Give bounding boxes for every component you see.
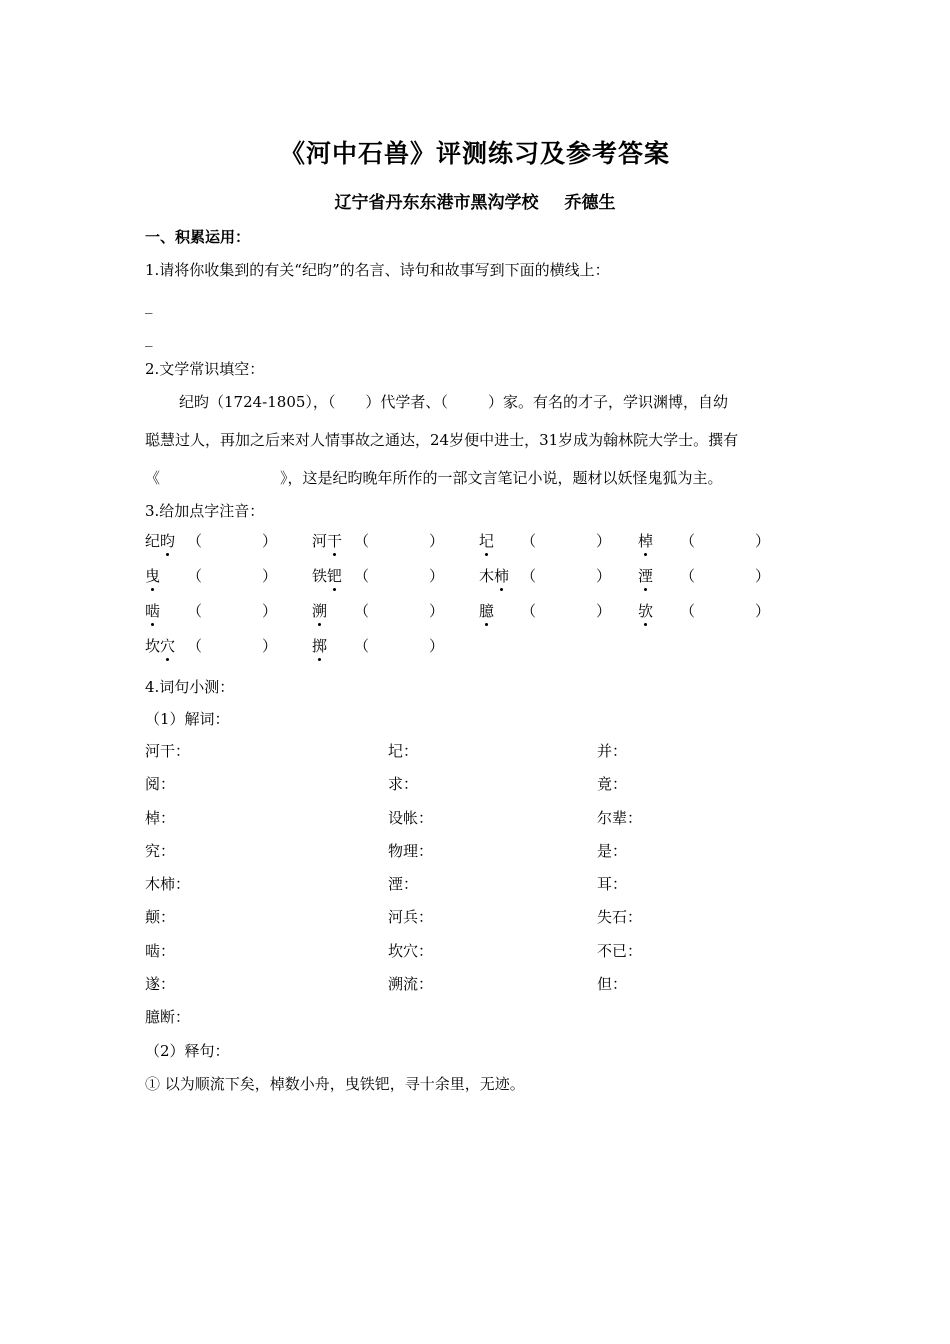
pinyin-word bbox=[145, 565, 187, 586]
paren-open: （ bbox=[187, 567, 203, 585]
pinyin-item bbox=[638, 565, 770, 586]
dotted-char: 湮 bbox=[638, 567, 654, 585]
paren-open: （ bbox=[521, 567, 537, 585]
pinyin-word bbox=[145, 635, 187, 656]
dotted-char: 欤 bbox=[638, 602, 654, 620]
vocab-term: 并： bbox=[597, 742, 628, 760]
paren-close: ） bbox=[755, 567, 771, 585]
vocab-term: 棹： bbox=[145, 808, 176, 827]
paren-close: ） bbox=[429, 532, 445, 550]
vocab-term: 物理： bbox=[388, 841, 434, 860]
author-name: 乔德生 bbox=[564, 193, 616, 213]
paren-open: （ bbox=[187, 532, 203, 550]
dotted-char: 柿 bbox=[494, 567, 510, 585]
pinyin-item bbox=[312, 530, 444, 551]
pinyin-word bbox=[479, 565, 521, 586]
author-school: 辽宁省丹东东港市黑沟学校 bbox=[334, 193, 539, 213]
sentence-1: ① 以为顺流下矣，棹数小舟，曳铁钯，寻十余里，无迹。 bbox=[145, 1075, 525, 1093]
question-2: 2.文学常识填空： bbox=[145, 360, 265, 378]
fill-text: 纪昀（1724-1805），（ bbox=[179, 393, 336, 411]
paren-open: （ bbox=[354, 637, 370, 655]
vocab-term: 阅： bbox=[145, 775, 176, 794]
vocab-term: 竟： bbox=[597, 775, 628, 794]
answer-line-2: _ bbox=[145, 329, 153, 347]
vocab-term: 失石： bbox=[597, 908, 643, 927]
pinyin-item bbox=[145, 600, 277, 621]
paren-open: （ bbox=[680, 602, 696, 620]
dotted-char: 干 bbox=[327, 532, 343, 550]
dotted-char: 溯 bbox=[312, 602, 328, 620]
paren-open: （ bbox=[680, 567, 696, 585]
vocab-term: 木柿： bbox=[145, 875, 191, 894]
fill-text: 》，这是纪昀晚年所作的一部文言笔记小说，题材以妖怪鬼狐为主。 bbox=[280, 469, 723, 487]
pinyin-word bbox=[312, 530, 354, 551]
word-char: 河 bbox=[312, 532, 328, 550]
dotted-char: 穴 bbox=[160, 637, 176, 655]
pinyin-word bbox=[638, 565, 680, 586]
document-title: 《河中石兽》评测练习及参考答案 bbox=[279, 139, 670, 168]
vocab-term: 臆断： bbox=[145, 1008, 191, 1027]
vocab-term: 但： bbox=[597, 975, 628, 994]
answer-line-1: _ bbox=[145, 296, 153, 314]
paren-close: ） bbox=[262, 532, 278, 550]
paren-close: ） bbox=[429, 637, 445, 655]
dotted-char: 臆 bbox=[479, 602, 495, 620]
pinyin-word bbox=[312, 600, 354, 621]
vocab-term: 溯流： bbox=[388, 975, 434, 994]
pinyin-word bbox=[145, 600, 187, 621]
paren-open: （ bbox=[680, 532, 696, 550]
vocab-term: 不已： bbox=[597, 941, 643, 960]
vocab-term: 是： bbox=[597, 841, 628, 860]
vocab-term: 耳： bbox=[597, 875, 628, 894]
paren-close: ） bbox=[262, 637, 278, 655]
word-char: 铁 bbox=[312, 567, 328, 585]
pinyin-item bbox=[145, 635, 277, 656]
pinyin-word bbox=[312, 635, 354, 656]
pinyin-item bbox=[638, 600, 770, 621]
paren-close: ） bbox=[596, 602, 612, 620]
dotted-char: 掷 bbox=[312, 637, 328, 655]
fill-text: ）代学者、（ bbox=[365, 393, 448, 411]
vocab-term: 河干： bbox=[145, 742, 191, 760]
paren-close: ） bbox=[755, 532, 771, 550]
paren-open: （ bbox=[521, 532, 537, 550]
fill-line-2: 聪慧过人，再加之后来对人情事故之通达，24岁便中进士，31岁成为翰林院大学士。撰有 bbox=[145, 431, 739, 449]
vocab-term: 圮： bbox=[388, 742, 419, 760]
fill-line-1 bbox=[145, 391, 805, 429]
word-char: 坎 bbox=[145, 637, 161, 655]
pinyin-word bbox=[638, 600, 680, 621]
paren-open: （ bbox=[354, 567, 370, 585]
pinyin-word bbox=[145, 530, 187, 551]
pinyin-item bbox=[638, 530, 770, 551]
pinyin-item bbox=[312, 565, 444, 586]
paren-open: （ bbox=[187, 637, 203, 655]
question-4: 4.词句小测： bbox=[145, 678, 235, 696]
question-4-part-1: （1）解词： bbox=[145, 710, 230, 728]
vocab-term: 啮： bbox=[145, 941, 176, 960]
paren-close: ） bbox=[596, 567, 612, 585]
vocab-term: 湮： bbox=[388, 875, 419, 894]
question-1: 1.请将你收集到的有关“纪昀”的名言、诗句和故事写到下面的横线上： bbox=[145, 261, 610, 279]
pinyin-item bbox=[312, 600, 444, 621]
author-line bbox=[0, 188, 950, 213]
section-heading: 一、积累运用： bbox=[145, 228, 251, 246]
pinyin-item bbox=[479, 565, 611, 586]
vocab-term: 究： bbox=[145, 841, 176, 860]
paren-close: ） bbox=[262, 602, 278, 620]
vocab-term: 设帐： bbox=[388, 808, 434, 827]
vocab-term: 求： bbox=[388, 775, 419, 794]
paren-close: ） bbox=[429, 567, 445, 585]
literature-fill-in bbox=[145, 391, 805, 505]
pinyin-item bbox=[145, 565, 277, 586]
vocab-term: 坎穴： bbox=[388, 941, 434, 960]
fill-text: 《 bbox=[145, 469, 161, 487]
dotted-char: 圮 bbox=[479, 532, 495, 550]
pinyin-item bbox=[312, 635, 444, 656]
fill-text: ）家。有名的才子，学识渊博，自幼 bbox=[487, 393, 728, 411]
word-char: 木 bbox=[479, 567, 495, 585]
paren-close: ） bbox=[755, 602, 771, 620]
pinyin-word bbox=[479, 530, 521, 551]
pinyin-word bbox=[638, 530, 680, 551]
paren-open: （ bbox=[521, 602, 537, 620]
paren-open: （ bbox=[354, 602, 370, 620]
pinyin-item bbox=[145, 530, 277, 551]
vocab-term: 遂： bbox=[145, 975, 176, 994]
dotted-char: 曳 bbox=[145, 567, 161, 585]
pinyin-word bbox=[479, 600, 521, 621]
vocab-term: 颠： bbox=[145, 908, 176, 927]
pinyin-word bbox=[312, 565, 354, 586]
vocab-term: 尔辈： bbox=[597, 808, 643, 827]
pinyin-item bbox=[479, 530, 611, 551]
vocab-term: 河兵： bbox=[388, 908, 434, 927]
paren-close: ） bbox=[429, 602, 445, 620]
dotted-char: 钯 bbox=[327, 567, 343, 585]
dotted-char: 棹 bbox=[638, 532, 654, 550]
dotted-char: 啮 bbox=[145, 602, 161, 620]
paren-close: ） bbox=[262, 567, 278, 585]
question-4-part-2: （2）释句： bbox=[145, 1042, 230, 1060]
paren-open: （ bbox=[187, 602, 203, 620]
paren-open: （ bbox=[354, 532, 370, 550]
question-3: 3.给加点字注音： bbox=[145, 502, 265, 520]
pinyin-item bbox=[479, 600, 611, 621]
dotted-char: 昀 bbox=[160, 532, 176, 550]
word-char: 纪 bbox=[145, 532, 161, 550]
paren-close: ） bbox=[596, 532, 612, 550]
